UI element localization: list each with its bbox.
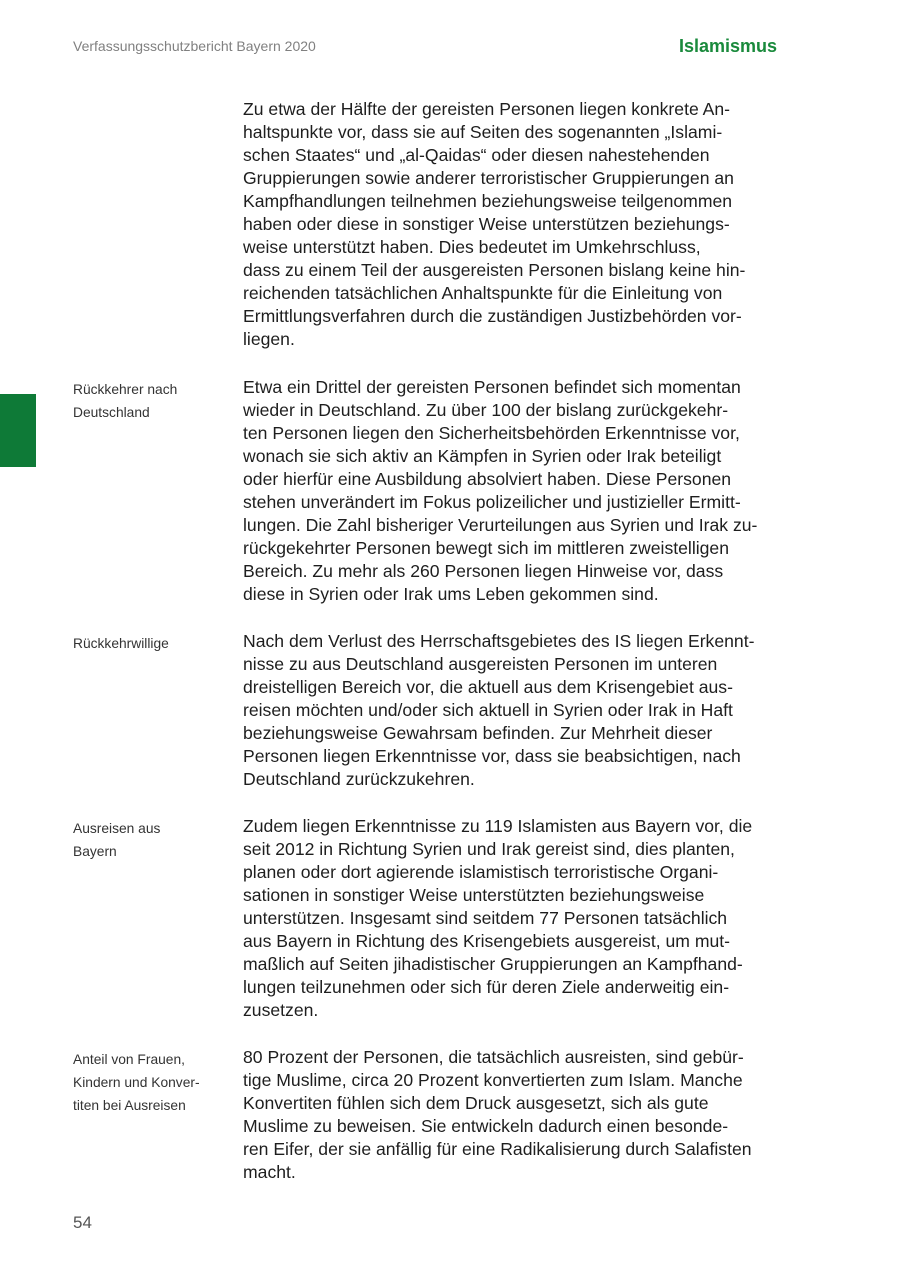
- body-paragraph: 80 Prozent der Personen, die tatsächlich ausreisten, sind gebür- tige Muslime, circa 20 Prozent konvertierten zum Islam. Manche Konvertiten fühlen sich dem Druck ausgesetzt, sich als gute Muslime zu beweisen. Sie entwickeln dadurch einen besonde- ren Eifer, der sie anfällig für eine Radikalisierung durch Salafisten macht.: [243, 1047, 752, 1182]
- margin-label: Rückkehrwillige: [73, 636, 169, 651]
- body-paragraph: Etwa ein Drittel der gereisten Personen befindet sich momentan wieder in Deutschland. Zu über 100 der bislang zurückgekehr- ten Personen liegen den Sicherheitsbehörden Erkenntnisse vor, wonach sie sich aktiv an Kämpfen in Syrien oder Irak beteiligt oder hierfür eine Ausbildung absolviert haben. Diese Personen stehen unverändert im Fokus polizeilicher und justizieller Ermitt- lungen. Die Zahl bisheriger Verurteilungen aus Syrien und Irak zu- rückgekehrter Personen bewegt sich im mittleren zweistelligen Bereich. Zu mehr als 260 Personen liegen Hinweise vor, dass diese in Syrien oder Irak ums Leben gekommen sind.: [243, 377, 758, 604]
- chapter-tab-marker: [0, 394, 36, 467]
- body-paragraph: Nach dem Verlust des Herrschaftsgebietes des IS liegen Erkennt- nisse zu aus Deutschland ausgereisten Personen im unteren dreistelligen Bereich vor, die aktuell aus dem Krisengebiet aus- reisen möchten und/oder sich aktuell in Syrien oder Irak in Haft beziehungsweise Gewahrsam befinden. Zur Mehrheit dieser Personen liegen Erkenntnisse vor, dass sie beabsichtigen, nach Deutschland zurückzukehren.: [243, 631, 755, 789]
- margin-label: Rückkehrer nach Deutschland: [73, 382, 178, 420]
- body-paragraph: Zudem liegen Erkenntnisse zu 119 Islamisten aus Bayern vor, die seit 2012 in Richtung Syrien und Irak gereist sind, dies planten, planen oder dort agierende islamistisch terroristische Organi- sationen in sonstiger Weise unterstützten beziehungsweise unterstützen. Insgesamt sind seitdem 77 Personen tatsächlich aus Bayern in Richtung des Krisengebiets ausgereist, um mut- maßlich auf Seiten jihadistischer Gruppierungen an Kampfhand- lungen teilzunehmen oder sich für deren Ziele anderweitig ein- zusetzen.: [243, 816, 753, 1020]
- body-paragraph: Zu etwa der Hälfte der gereisten Personen liegen konkrete An- haltspunkte vor, dass sie auf Seiten des sogenannten „Islami- schen Staates“ und „al-Qaidas“ oder diesen nahestehenden Gruppierungen sowie anderer terroristischer Gruppierungen an Kampfhandlungen teilnehmen beziehungsweise teilgenommen haben oder diese in sonstiger Weise unterstützen beziehungs- weise unterstützt haben. Dies bedeutet im Umkehrschluss, dass zu einem Teil der ausgereisten Personen bislang keine hin- reichenden tatsächlichen Anhaltspunkte für die Einleitung von Ermittlungsverfahren durch die zuständigen Justizbehörden vor- liegen.: [243, 99, 746, 349]
- running-header-title: Verfassungsschutzbericht Bayern 2020: [73, 38, 316, 54]
- margin-label: Anteil von Frauen, Kindern und Konver- titen bei Ausreisen: [73, 1052, 200, 1113]
- page-number: 54: [73, 1213, 92, 1232]
- margin-label: Ausreisen aus Bayern: [73, 821, 161, 859]
- section-title: Islamismus: [678, 36, 777, 56]
